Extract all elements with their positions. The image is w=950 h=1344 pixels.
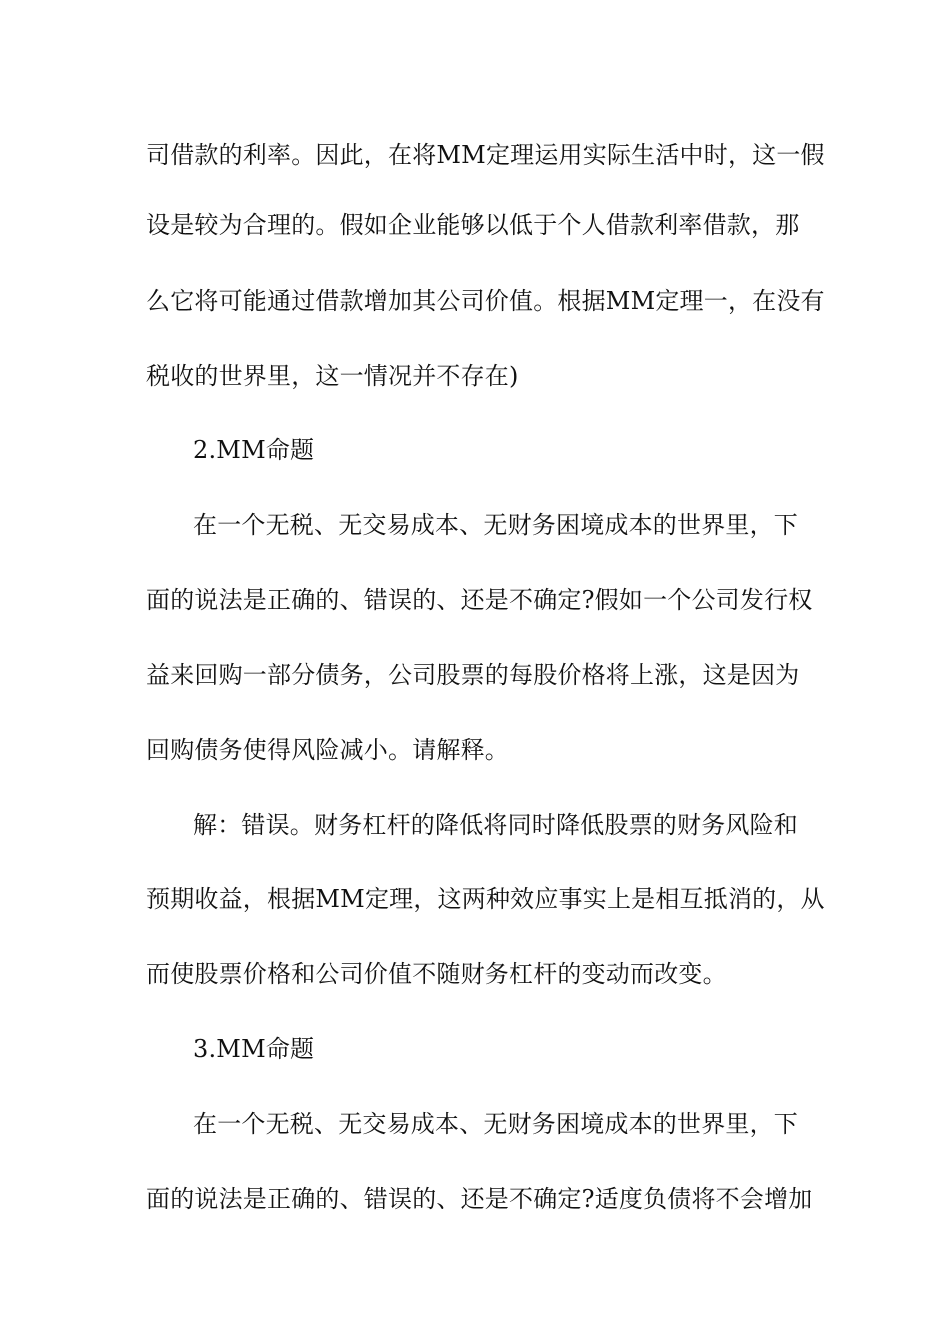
text-line: 在一个无税、无交易成本、无财务困境成本的世界里，下 (193, 511, 798, 539)
section-heading: 3.MM命题 (193, 1035, 315, 1063)
text-line: 益来回购一部分债务，公司股票的每股价格将上涨，这是因为 (146, 661, 800, 689)
text-line: 在一个无税、无交易成本、无财务困境成本的世界里，下 (193, 1110, 798, 1138)
text-line: 面的说法是正确的、错误的、还是不确定?适度负债将不会增加 (146, 1185, 813, 1213)
text-line: 预期收益，根据MM定理，这两种效应事实上是相互抵消的，从 (146, 885, 825, 913)
text-line: 回购债务使得风险减小。请解释。 (146, 736, 509, 764)
text-line: 面的说法是正确的、错误的、还是不确定?假如一个公司发行权 (146, 586, 813, 614)
text-line: 么它将可能通过借款增加其公司价值。根据MM定理一，在没有 (146, 287, 825, 315)
text-line: 解：错误。财务杠杆的降低将同时降低股票的财务风险和 (193, 811, 798, 839)
section-heading: 2.MM命题 (193, 436, 315, 464)
text-line: 设是较为合理的。假如企业能够以低于个人借款利率借款，那 (146, 211, 800, 239)
text-line: 司借款的利率。因此，在将MM定理运用实际生活中时，这一假 (146, 141, 825, 169)
text-line: 税收的世界里，这一情况并不存在) (146, 362, 519, 390)
text-line: 而使股票价格和公司价值不随财务杠杆的变动而改变。 (146, 960, 727, 988)
